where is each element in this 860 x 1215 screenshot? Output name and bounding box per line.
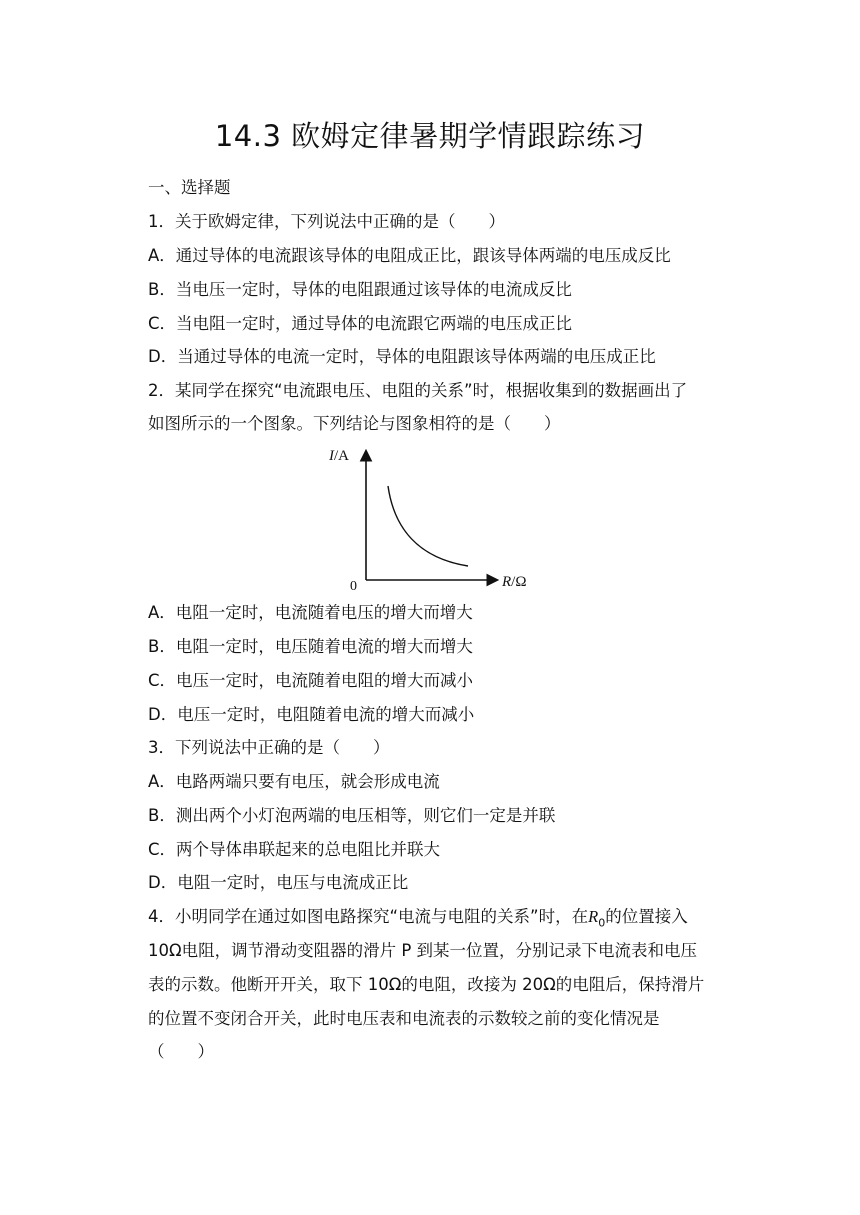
question-1-stem: 1．关于欧姆定律，下列说法中正确的是（ ） [148, 212, 505, 231]
page-title: 14.3 欧姆定律暑期学情跟踪练习 [214, 119, 646, 153]
question-1-option-c: C．当电阻一定时，通过导体的电流跟它两端的电压成正比 [148, 314, 573, 333]
question-2-option-b: B．电阻一定时，电压随着电流的增大而增大 [148, 637, 473, 656]
question-1-option-b: B．当电压一定时，导体的电阻跟通过该导体的电流成反比 [148, 280, 572, 299]
question-3-stem: 3．下列说法中正确的是（ ） [148, 738, 390, 757]
question-3-option-c: C．两个导体串联起来的总电阻比并联大 [148, 840, 441, 859]
origin-label: 0 [350, 579, 357, 592]
question-4-line-3: 表的示数。他断开开关，取下 10Ω的电阻，改接为 20Ω的电阻后，保持滑片 [148, 975, 705, 994]
resistor-subscript: 0 [598, 916, 606, 930]
y-axis-label: I/A [329, 448, 349, 464]
resistor-symbol: R [588, 907, 599, 926]
question-2-stem-line-1: 2．某同学在探究“电流跟电压、电阻的关系”时，根据收集到的数据画出了 [148, 381, 688, 400]
question-4-line-5: （ ） [148, 1042, 214, 1061]
question-3-option-d: D．电阻一定时，电压与电流成正比 [148, 873, 409, 892]
question-1-option-d: D．当通过导体的电流一定时，导体的电阻跟该导体两端的电压成正比 [148, 347, 656, 366]
current-resistance-graph [318, 440, 538, 592]
question-2-option-d: D．电压一定时，电阻随着电流的增大而减小 [148, 705, 475, 724]
question-4-line-1: 4．小明同学在通过如图电路探究“电流与电阻的关系”时，在$R_0$的位置接入 [148, 907, 688, 930]
x-axis-label: R/Ω [502, 574, 527, 590]
section-heading: 一、选择题 [148, 178, 231, 197]
question-3-option-a: A．电路两端只要有电压，就会形成电流 [148, 772, 440, 791]
question-4-line-4: 的位置不变闭合开关，此时电压表和电流表的示数较之前的变化情况是 [148, 1009, 660, 1028]
question-4-line-2: 10Ω电阻，调节滑动变阻器的滑片 P 到某一位置，分别记录下电流表和电压 [148, 941, 698, 960]
question-2-option-c: C．电压一定时，电流随着电阻的增大而减小 [148, 671, 474, 690]
question-3-option-b: B．测出两个小灯泡两端的电压相等，则它们一定是并联 [148, 806, 556, 825]
question-2-option-a: A．电阻一定时，电流随着电压的增大而增大 [148, 603, 473, 622]
question-1-option-a: A．通过导体的电流跟该导体的电阻成正比，跟该导体两端的电压成反比 [148, 246, 671, 265]
inverse-curve [388, 486, 468, 566]
question-2-stem-line-2: 如图所示的一个图象。下列结论与图象相符的是（ ） [148, 414, 561, 433]
